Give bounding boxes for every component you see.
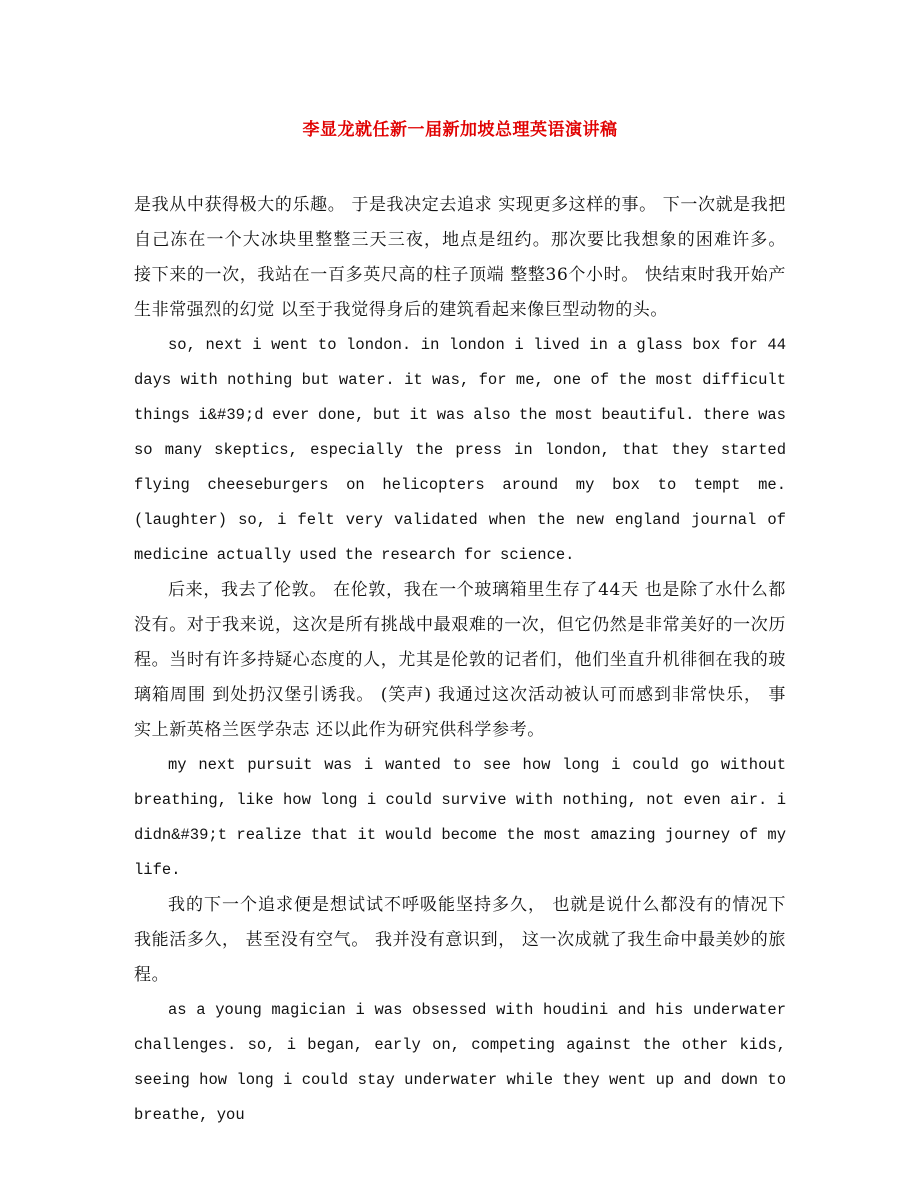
paragraph-en-1: so, next i went to london. in london i lived in a glass box for 44 days with nothing but water. it was, for me, one of the most difficult things i&#39;d ever done, but it was also the most beautiful. there was so many skeptics, especially the press in london, that they started flying cheeseburgers on helicopters around my box to tempt me. (laughter) so, i felt very validated when the new england journal of medicine actually used the research for science.	[134, 336, 786, 564]
paragraph-zh-2: 后来，我去了伦敦。 在伦敦，我在一个玻璃箱里生存了44天 也是除了水什么都没有。对于我来说，这次是所有挑战中最艰难的一次，但它仍然是非常美好的一次历程。当时有许多持疑心态度的人，尤其是伦敦的记者们，他们坐直升机徘徊在我的玻璃箱周围 到处扔汉堡引诱我。 (笑声) 我通过这次活动被认可而感到非常快乐， 事实上新英格兰医学杂志 还以此作为研究供科学参考。	[134, 580, 786, 740]
paragraph-en-3: as a young magician i was obsessed with houdini and his underwater challenges. so, i began, early on, competing against the other kids, seeing how long i could stay underwater while they went up and down to breathe, you	[134, 1001, 786, 1124]
document-title: 李显龙就任新一届新加坡总理英语演讲稿	[302, 120, 618, 140]
paragraph-en-2: my next pursuit was i wanted to see how long i could go without breathing, like how long i could survive with nothing, not even air. i didn&#39;t realize that it would become the most amazing journey of my life.	[134, 756, 786, 879]
paragraph-zh-1: 是我从中获得极大的乐趣。 于是我决定去追求 实现更多这样的事。 下一次就是我把自己冻在一个大冰块里整整三天三夜，地点是纽约。那次要比我想象的困难许多。 接下来的一次，我站在一百多英尺高的柱子顶端 整整36个小时。 快结束时我开始产生非常强烈的幻觉 以至于我觉得身后的建筑看起来像巨型动物的头。	[134, 195, 786, 320]
paragraph-zh-3: 我的下一个追求便是想试试不呼吸能坚持多久， 也就是说什么都没有的情况下我能活多久， 甚至没有空气。 我并没有意识到， 这一次成就了我生命中最美妙的旅程。	[134, 895, 787, 985]
document-body	[134, 188, 786, 1133]
